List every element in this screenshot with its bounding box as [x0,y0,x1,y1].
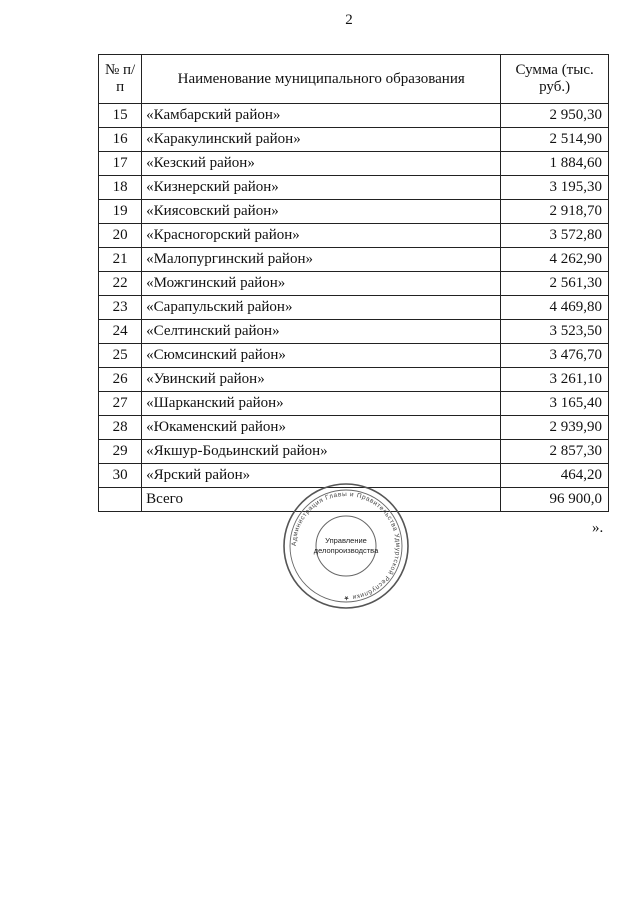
row-number: 16 [99,128,142,152]
row-sum: 4 262,90 [501,248,609,272]
table-row [99,128,609,152]
row-number: 29 [99,440,142,464]
page-number: 2 [345,12,353,28]
row-sum: 3 523,50 [501,320,609,344]
svg-text:делопроизводства: делопроизводства [313,546,379,555]
row-number: 28 [99,416,142,440]
svg-text:Управление: Управление [325,536,367,545]
row-number: 15 [99,104,142,128]
row-number: 22 [99,272,142,296]
row-sum: 2 950,30 [501,104,609,128]
header-sum: Сумма (тыс. руб.) [501,55,609,104]
budget-table [98,54,609,512]
row-sum: 2 561,30 [501,272,609,296]
municipality-name: «Сарапульский район» [142,296,501,320]
row-sum: 3 572,80 [501,224,609,248]
svg-text:Администрация Главы и Правител: Администрация Главы и Правительства Удмуртской Республики ★ [290,490,402,602]
municipality-name: «Сюмсинский район» [142,344,501,368]
table-row [99,176,609,200]
row-number: 23 [99,296,142,320]
municipality-name: «Увинский район» [142,368,501,392]
table-row [99,392,609,416]
table-header-row [99,55,609,104]
row-number: 26 [99,368,142,392]
row-sum: 464,20 [501,464,609,488]
row-number: 25 [99,344,142,368]
stamp [282,482,410,610]
municipality-name: «Каракулинский район» [142,128,501,152]
row-number: 18 [99,176,142,200]
row-sum: 3 476,70 [501,344,609,368]
row-sum: 2 857,30 [501,440,609,464]
header-num: № п/п [99,55,142,104]
closing-quote: ». [592,520,604,536]
table-row [99,152,609,176]
table-row [99,320,609,344]
municipality-name: «Шарканский район» [142,392,501,416]
table-row [99,344,609,368]
table-row [99,272,609,296]
municipality-name: Всего [142,488,501,512]
municipality-name: «Кезский район» [142,152,501,176]
table-body [99,104,609,512]
row-number: 24 [99,320,142,344]
row-number: 17 [99,152,142,176]
row-sum: 3 195,30 [501,176,609,200]
row-sum: 2 918,70 [501,200,609,224]
row-sum: 4 469,80 [501,296,609,320]
table-row [99,248,609,272]
header-name: Наименование муниципального образования [142,55,501,104]
table-row [99,296,609,320]
row-number: 21 [99,248,142,272]
municipality-name: «Красногорский район» [142,224,501,248]
municipality-name: «Кизнерский район» [142,176,501,200]
row-number: 20 [99,224,142,248]
row-number [99,488,142,512]
row-sum: 3 165,40 [501,392,609,416]
municipality-name: «Можгинский район» [142,272,501,296]
row-sum: 1 884,60 [501,152,609,176]
municipality-name: «Киясовский район» [142,200,501,224]
row-sum: 3 261,10 [501,368,609,392]
municipality-name: «Якшур-Бодьинский район» [142,440,501,464]
table-row [99,416,609,440]
row-number: 27 [99,392,142,416]
table-row [99,440,609,464]
table-row [99,224,609,248]
municipality-name: «Юкаменский район» [142,416,501,440]
municipality-name: «Малопургинский район» [142,248,501,272]
table-row [99,200,609,224]
municipality-name: «Ярский район» [142,464,501,488]
table-row [99,104,609,128]
row-number: 19 [99,200,142,224]
row-sum: 2 939,90 [501,416,609,440]
row-sum: 2 514,90 [501,128,609,152]
municipality-name: «Камбарский район» [142,104,501,128]
municipality-name: «Селтинский район» [142,320,501,344]
row-sum: 96 900,0 [501,488,609,512]
row-number: 30 [99,464,142,488]
table-row [99,368,609,392]
